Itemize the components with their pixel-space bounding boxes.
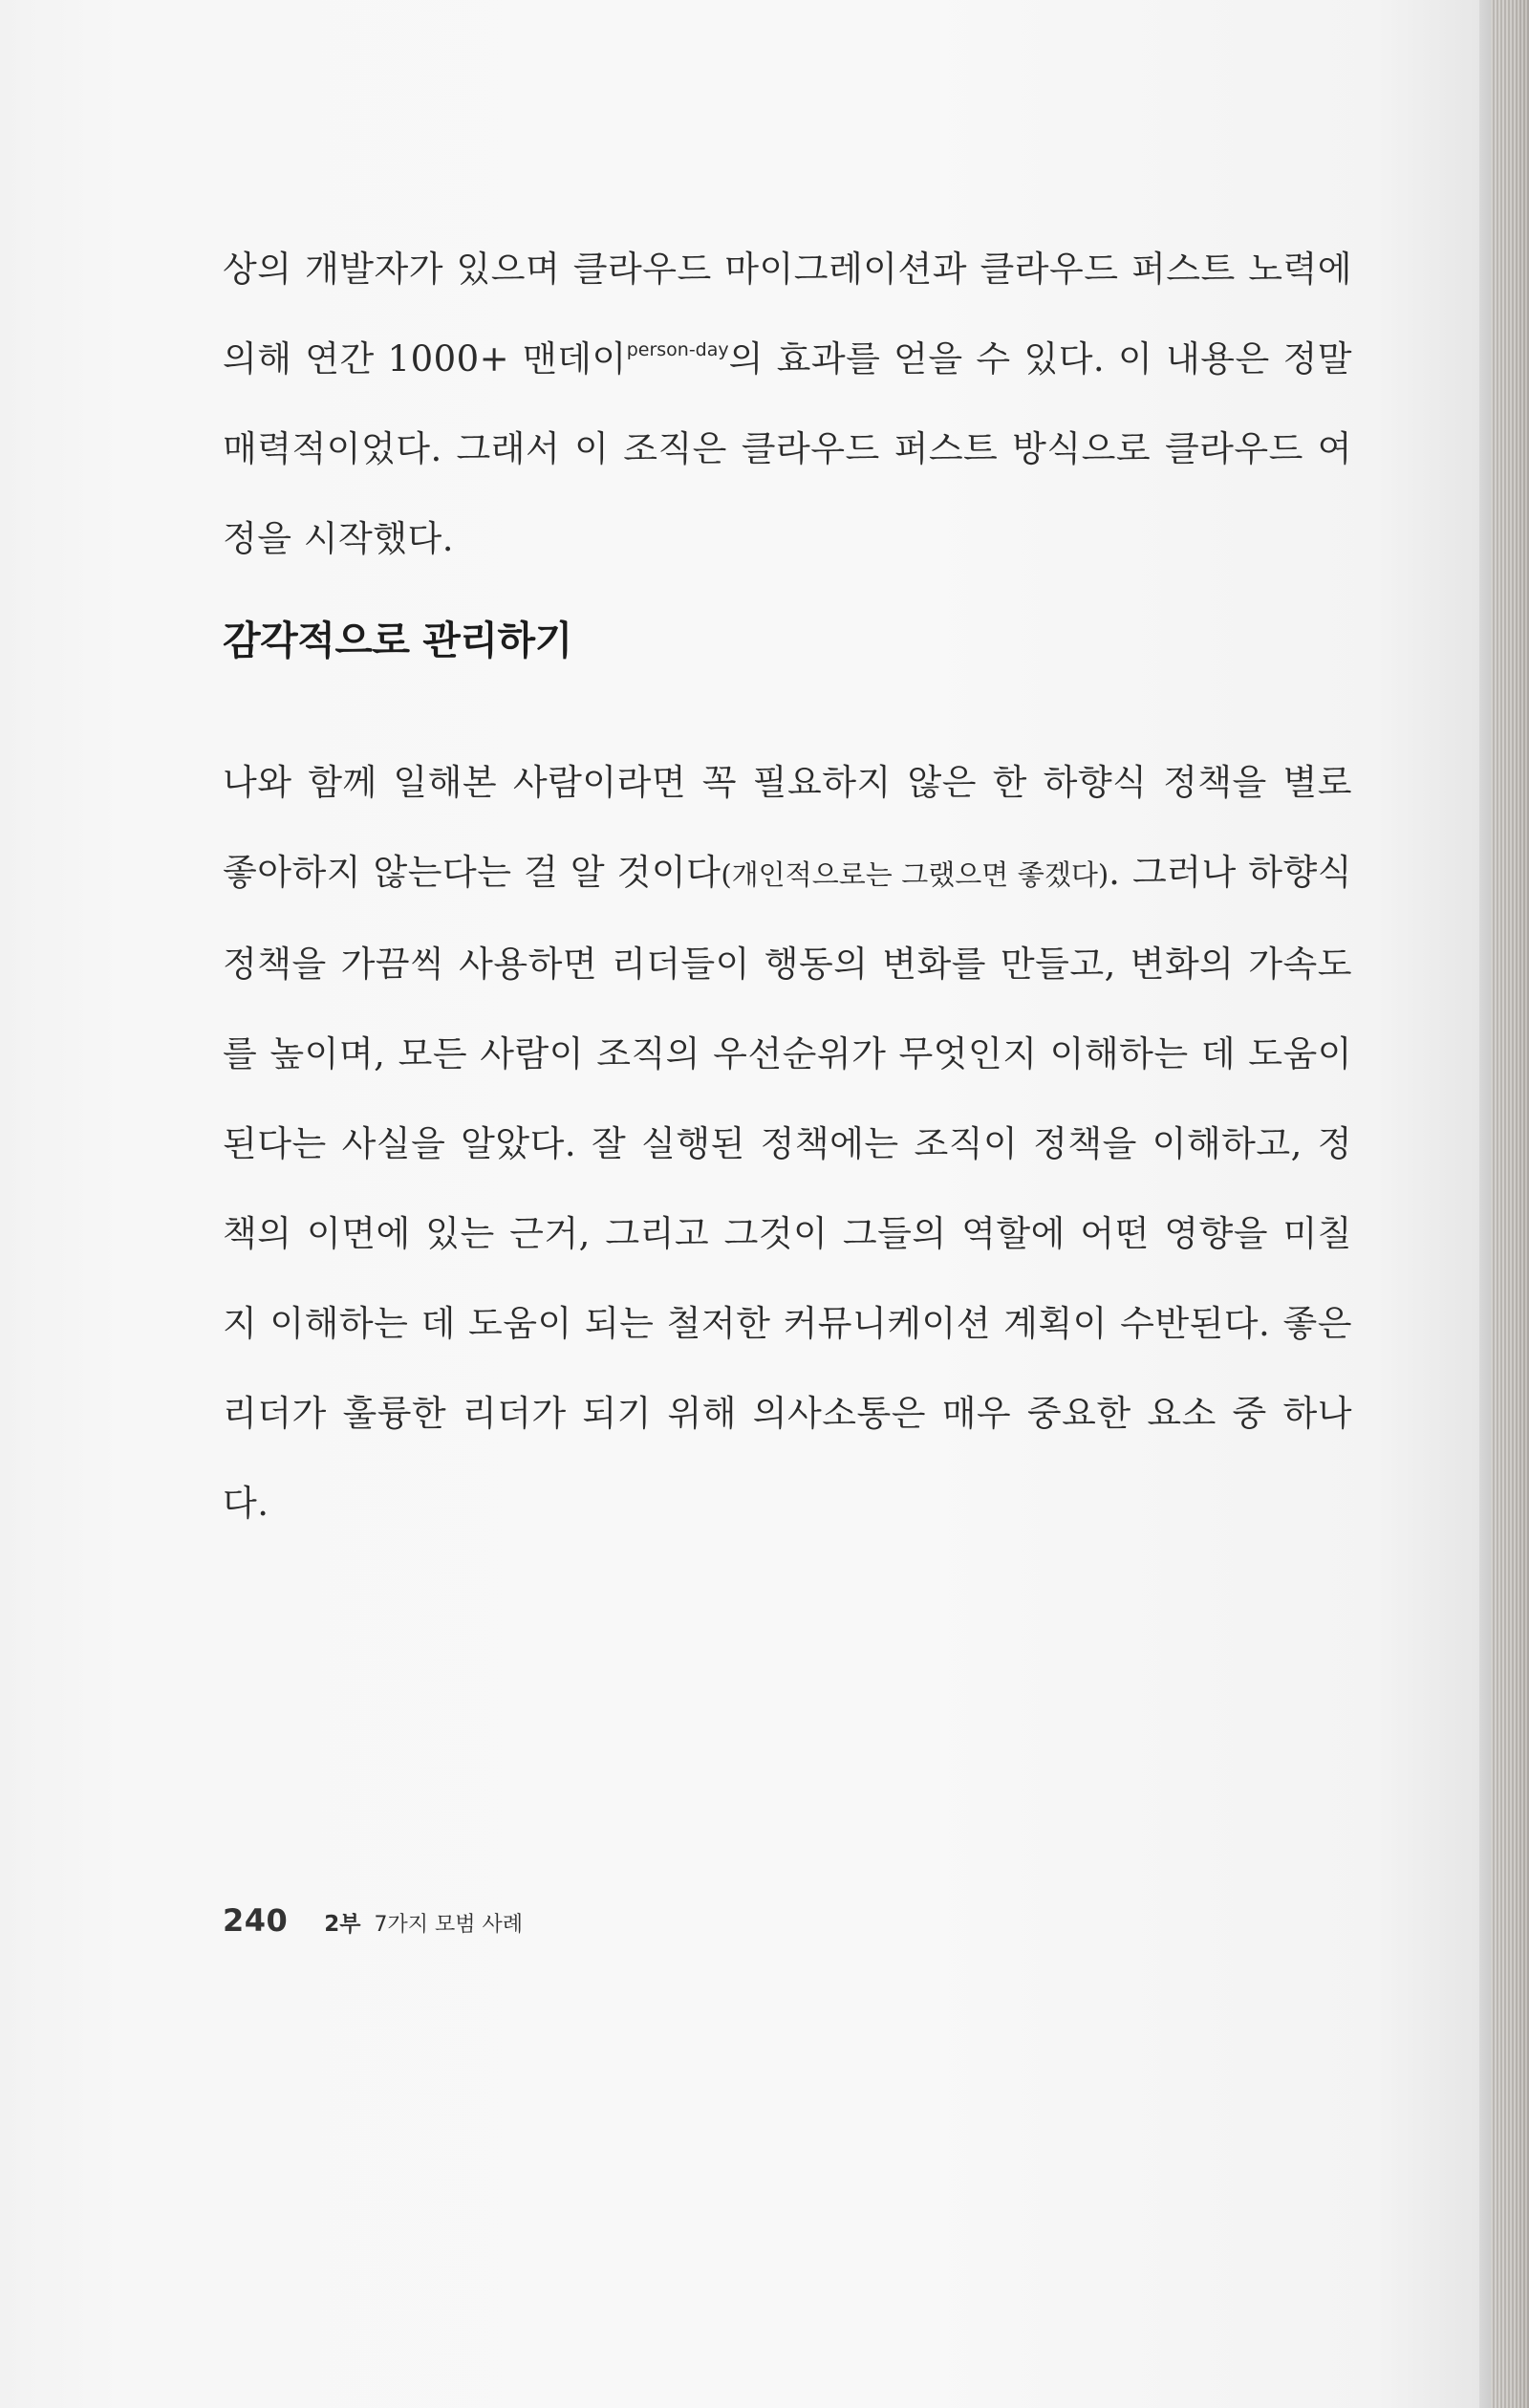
superscript-annotation: person-day	[626, 339, 729, 360]
paragraph-1-text-a: 상의 개발자가 있으며 클라우드 마이그레이션과 클라우드 퍼스트 노력에 의해 연간 1000+ 맨데이	[223, 249, 1352, 380]
running-title: 7가지 모범 사례	[374, 1913, 524, 1937]
paragraph-2-text-a: 나와 함께 일해본 사람이라면 꼭 필요하지 않은 한 하향식 정책을 별로 좋아하지 않는다는 걸 알 것이다	[223, 762, 1352, 893]
part-label: 2부	[324, 1912, 361, 1937]
page-footer	[223, 1902, 523, 1941]
paragraph-1-text-b: 의 효과를 얻을 수 있다. 이 내용은 정말 매력적이었다. 그래서 이 조직은 클라우드 퍼스트 방식으로 클라우드 여정을 시작했다.	[223, 338, 1352, 559]
parenthetical-aside: (개인적으로는 그랬으면 좋겠다)	[721, 858, 1109, 891]
page-number: 240	[223, 1902, 289, 1939]
paragraph-continuation	[223, 225, 1352, 584]
paragraph-body	[223, 738, 1352, 1549]
paragraph-2-text-b: . 그러나 하향식 정책을 가끔씩 사용하면 리더들이 행동의 변화를 만들고, 변화의 가속도를 높이며, 모든 사람이 조직의 우선순위가 무엇인지 이해하는 데 도움이 된다는 사실을 알았다. 잘 실행된 정책에는 조직이 정책을 이해하고, 정책의 이면에 있는 근거, 그리고 그것이 그들의 역할에 어떤 영향을 미칠지 이해하는 데 도움이 되는 철저한 커뮤니케이션 계획이 수반된다. 좋은 리더가 훌륭한 리더가 되기 위해 의사소통은 매우 중요한 요소 중 하나다.	[223, 852, 1352, 1524]
section-heading: 감각적으로 관리하기	[223, 618, 572, 663]
page-stack-edge	[1491, 0, 1529, 2408]
